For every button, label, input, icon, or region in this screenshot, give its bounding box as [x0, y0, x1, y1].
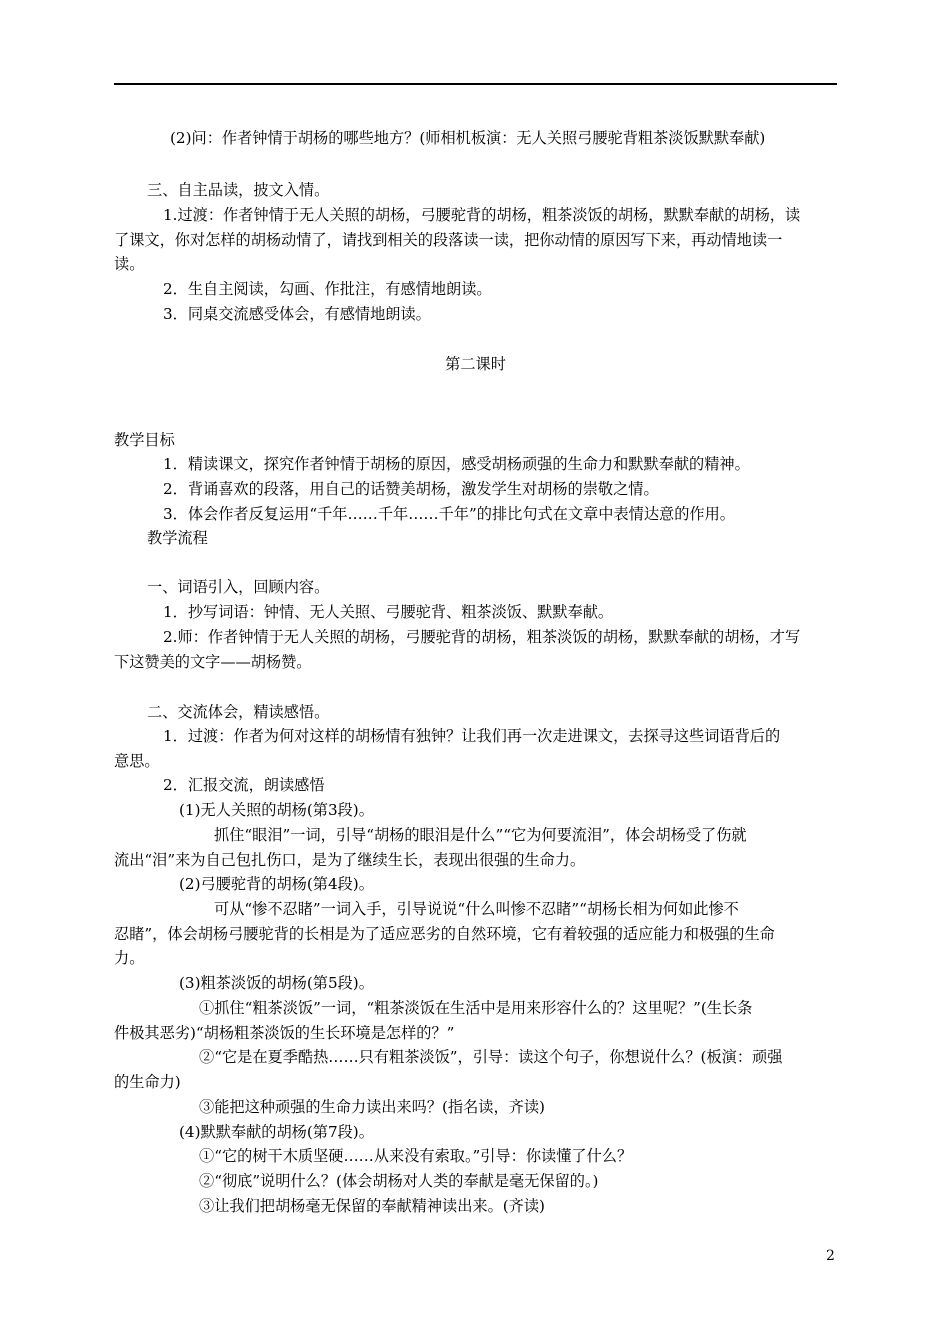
text-line: 忍睹”，体会胡杨弓腰驼背的长相是为了适应恶劣的自然环境，它有着较强的适应能力和极强的生命 [114, 925, 775, 943]
text-line: 2．背诵喜欢的段落，用自己的话赞美胡杨，激发学生对胡杨的崇敬之情。 [163, 480, 659, 498]
text-line: 教学流程 [147, 529, 208, 547]
text-line: 2．汇报交流，朗读感悟 [163, 776, 325, 794]
text-line: ②“它是在夏季酷热……只有粗茶淡饭”，引导：读这个句子，你想说什么？(板演：顽强 [199, 1048, 783, 1066]
text-line: 教学目标 [114, 431, 175, 449]
text-line: 2．生自主阅读，勾画、作批注，有感情地朗读。 [163, 280, 492, 298]
text-line: 1．精读课文，探究作者钟情于胡杨的原因，感受胡杨顽强的生命力和默默奉献的精神。 [163, 455, 750, 473]
text-line: 了课文，你对怎样的胡杨动情了，请找到相关的段落读一读，把你动情的原因写下来，再动情地读一 [114, 231, 783, 249]
text-line: ①抓住“粗茶淡饭”一词，“粗茶淡饭在生活中是用来形容什么的？这里呢？”(生长条 [199, 999, 753, 1017]
header-rule [114, 83, 837, 85]
text-line: (4)默默奉献的胡杨(第7段)。 [179, 1123, 374, 1141]
text-line: ③能把这种顽强的生命力读出来吗？(指名读，齐读) [199, 1098, 545, 1116]
text-line: 流出“泪”来为自己包扎伤口，是为了继续生长，表现出很强的生命力。 [114, 851, 586, 869]
text-line: ②“彻底”说明什么？(体会胡杨对人类的奉献是毫无保留的。) [199, 1172, 599, 1190]
text-line: (1)无人关照的胡杨(第3段)。 [179, 801, 374, 819]
text-line: (3)粗茶淡饭的胡杨(第5段)。 [179, 974, 374, 992]
text-line: 三、自主品读，披文入情。 [147, 181, 330, 199]
text-line: 抓住“眼泪”一词，引导“胡杨的眼泪是什么”“它为何要流泪”，体会胡杨受了伤就 [214, 826, 747, 844]
text-line: 下这赞美的文字——胡杨赞。 [114, 653, 312, 671]
text-line: 的生命力) [114, 1073, 181, 1091]
text-line: 可从“惨不忍睹”一词入手，引导说说“什么叫惨不忍睹”“胡杨长相为何如此惨不 [214, 900, 739, 918]
text-line: ③让我们把胡杨毫无保留的奉献精神读出来。(齐读) [199, 1197, 545, 1215]
text-line: 1.过渡：作者钟情于无人关照的胡杨，弓腰驼背的胡杨，粗茶淡饭的胡杨，默默奉献的胡杨，读 [163, 206, 801, 224]
text-line: 1．抄写词语：钟情、无人关照、弓腰驼背、粗茶淡饭、默默奉献。 [163, 603, 614, 621]
text-line: ①“它的树干木质坚硬……从来没有索取。”引导：你读懂了什么？ [199, 1147, 633, 1165]
text-line: 力。 [114, 949, 145, 967]
section-heading: 第二课时 [445, 355, 506, 373]
text-line: 3．同桌交流感受体会，有感情地朗读。 [163, 305, 431, 323]
page-number: 2 [826, 1248, 835, 1264]
text-line: 读。 [114, 255, 145, 273]
text-line: (2)弓腰驼背的胡杨(第4段)。 [179, 875, 374, 893]
text-line: 3．体会作者反复运用“千年……千年……千年”的排比句式在文章中表情达意的作用。 [163, 505, 735, 523]
text-line: 件极其恶劣)“胡杨粗茶淡饭的生长环境是怎样的？” [114, 1024, 455, 1042]
text-line: (2)问：作者钟情于胡杨的哪些地方？(师相机板演：无人关照弓腰驼背粗茶淡饭默默奉献) [170, 129, 766, 147]
text-line: 二、交流体会，精读感悟。 [147, 703, 330, 721]
text-line: 2.师：作者钟情于无人关照的胡杨，弓腰驼背的胡杨，粗茶淡饭的胡杨，默默奉献的胡杨，才写 [163, 628, 801, 646]
text-line: 1．过渡：作者为何对这样的胡杨情有独钟？让我们再一次走进课文，去探寻这些词语背后的 [163, 727, 781, 745]
text-line: 一、词语引入，回顾内容。 [147, 578, 330, 596]
text-line: 意思。 [114, 752, 160, 770]
